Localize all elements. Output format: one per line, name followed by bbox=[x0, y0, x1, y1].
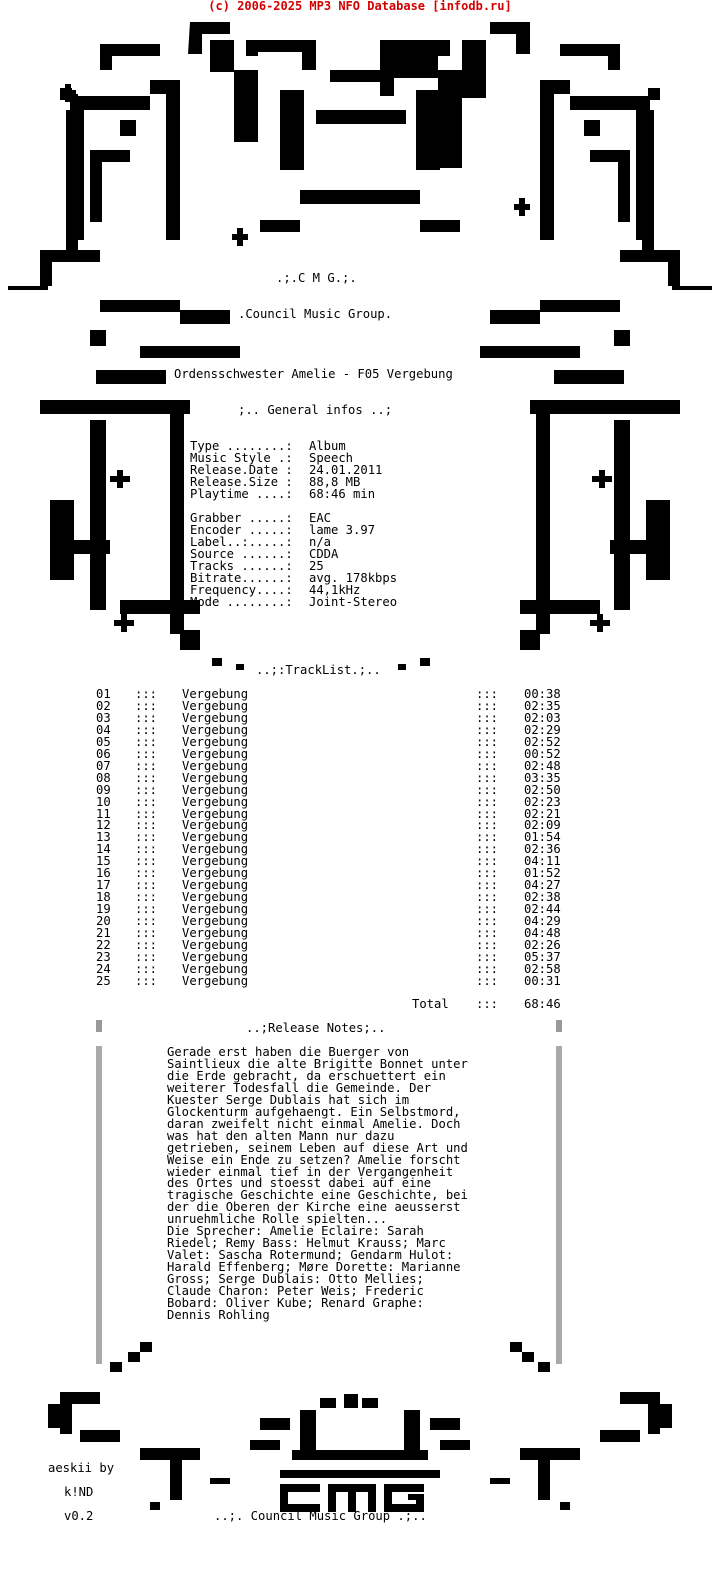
track-duration: 05:37 bbox=[524, 949, 561, 964]
track-number: 13 bbox=[96, 830, 111, 845]
info-label: Label..:.....: bbox=[190, 535, 293, 549]
track-separator: ::: bbox=[476, 902, 499, 917]
credit-line-1: aeskii by bbox=[48, 1461, 115, 1475]
track-separator: ::: bbox=[135, 770, 158, 785]
track-separator: ::: bbox=[135, 806, 158, 821]
release-notes-line: was hat den alten Mann nur dazu bbox=[167, 1128, 395, 1143]
group-short-name: .;.C M G.;. bbox=[276, 271, 357, 285]
track-duration: 02:09 bbox=[524, 818, 561, 833]
release-notes-line: getrieben, seinem Leben auf diese Art und bbox=[167, 1140, 468, 1155]
info-value: Joint-Stereo bbox=[309, 595, 398, 609]
track-separator: ::: bbox=[476, 890, 499, 905]
track-separator: ::: bbox=[476, 949, 499, 964]
release-notes-heading: ..;Release Notes;.. bbox=[246, 1021, 386, 1035]
track-duration: 00:52 bbox=[524, 746, 561, 761]
release-notes-line: Claude Charon: Peter Weis; Frederic bbox=[167, 1284, 424, 1298]
track-title: Vergebung bbox=[182, 890, 249, 905]
track-row bbox=[0, 975, 720, 987]
track-separator: ::: bbox=[476, 782, 499, 797]
info-label: Release.Size : bbox=[190, 475, 293, 489]
track-duration: 01:52 bbox=[524, 866, 561, 881]
track-title: Vergebung bbox=[182, 973, 249, 988]
info-value: 88,8 MB bbox=[309, 475, 361, 489]
track-number: 03 bbox=[96, 710, 111, 725]
track-title: Vergebung bbox=[182, 830, 249, 845]
track-separator: ::: bbox=[135, 878, 158, 893]
release-notes-line: Die Sprecher: Amelie Eclaire: Sarah bbox=[167, 1224, 424, 1239]
track-number: 07 bbox=[96, 758, 111, 773]
track-title: Vergebung bbox=[182, 818, 249, 833]
info-label: Frequency....: bbox=[190, 583, 293, 597]
track-separator: ::: bbox=[135, 842, 158, 857]
total-label: Total bbox=[412, 997, 449, 1011]
info-label: Type ........: bbox=[190, 439, 293, 453]
track-row bbox=[0, 748, 720, 760]
version-label: v0.2 bbox=[64, 1509, 94, 1523]
release-notes-line: wieder einmal tief in der Vergangenheit bbox=[167, 1164, 454, 1179]
info-label: Mode ........: bbox=[190, 595, 293, 609]
track-duration: 02:36 bbox=[524, 842, 561, 857]
track-number: 25 bbox=[96, 973, 111, 988]
track-separator: ::: bbox=[476, 746, 499, 761]
track-title: Vergebung bbox=[182, 782, 249, 797]
track-title: Vergebung bbox=[182, 722, 249, 737]
track-duration: 02:44 bbox=[524, 902, 561, 917]
track-row bbox=[0, 772, 720, 784]
track-title: Vergebung bbox=[182, 949, 249, 964]
track-title: Vergebung bbox=[182, 914, 249, 929]
release-title: Ordensschwester Amelie - F05 Vergebung bbox=[174, 367, 453, 381]
track-separator: ::: bbox=[135, 926, 158, 940]
track-duration: 04:11 bbox=[524, 854, 561, 869]
track-separator: ::: bbox=[476, 710, 499, 725]
track-number: 10 bbox=[96, 794, 111, 809]
track-duration: 03:35 bbox=[524, 770, 561, 785]
track-separator: ::: bbox=[135, 902, 158, 917]
info-label: Release.Date : bbox=[190, 463, 293, 477]
info-label: Music Style .: bbox=[190, 451, 293, 465]
release-notes-line: Saintlieux die alte Brigitte Bonnet unter bbox=[167, 1056, 468, 1071]
info-value: 44,1kHz bbox=[309, 583, 361, 597]
track-separator: ::: bbox=[135, 758, 158, 773]
track-separator: ::: bbox=[476, 842, 499, 857]
tracklist-heading: ..;:TrackList.;.. bbox=[256, 663, 381, 677]
track-title: Vergebung bbox=[182, 937, 249, 952]
track-duration: 04:27 bbox=[524, 878, 561, 893]
track-duration: 02:23 bbox=[524, 794, 561, 809]
release-notes-line: des Ortes und stoesst dabei auf eine bbox=[167, 1176, 432, 1191]
track-duration: 04:29 bbox=[524, 914, 561, 929]
track-title: Vergebung bbox=[182, 758, 249, 773]
track-number: 19 bbox=[96, 902, 111, 917]
general-infos-heading: ;.. General infos ..; bbox=[238, 403, 393, 417]
track-separator: ::: bbox=[135, 890, 158, 905]
track-title: Vergebung bbox=[182, 842, 249, 857]
track-separator: ::: bbox=[135, 830, 158, 845]
total-time: 68:46 bbox=[524, 997, 561, 1011]
track-title: Vergebung bbox=[182, 961, 249, 976]
credit-line-2: k!ND bbox=[64, 1485, 94, 1499]
track-duration: 02:26 bbox=[524, 937, 561, 952]
track-separator: ::: bbox=[135, 866, 158, 881]
track-separator: ::: bbox=[476, 687, 499, 701]
track-title: Vergebung bbox=[182, 794, 249, 809]
track-duration: 02:50 bbox=[524, 782, 561, 797]
track-number: 17 bbox=[96, 878, 111, 893]
info-value: Album bbox=[309, 439, 346, 453]
track-number: 16 bbox=[96, 866, 111, 881]
track-duration: 02:35 bbox=[524, 698, 561, 713]
track-number: 02 bbox=[96, 698, 111, 713]
track-duration: 02:21 bbox=[524, 806, 561, 821]
release-notes-line: daran zweifelt nicht einmal Amelie. Doch bbox=[167, 1116, 461, 1131]
track-separator: ::: bbox=[135, 818, 158, 833]
track-number: 11 bbox=[96, 806, 111, 821]
track-separator: ::: bbox=[135, 973, 158, 988]
info-row bbox=[190, 487, 376, 501]
track-separator: ::: bbox=[476, 866, 499, 881]
track-number: 05 bbox=[96, 734, 111, 749]
track-separator: ::: bbox=[476, 914, 499, 929]
group-full-name: .Council Music Group. bbox=[238, 307, 393, 321]
track-separator: ::: bbox=[476, 698, 499, 713]
track-duration: 02:03 bbox=[524, 710, 561, 725]
track-number: 22 bbox=[96, 937, 111, 952]
track-separator: ::: bbox=[135, 854, 158, 869]
track-number: 08 bbox=[96, 770, 111, 785]
info-value: EAC bbox=[309, 511, 332, 525]
info-value: Speech bbox=[309, 451, 354, 465]
track-separator: ::: bbox=[476, 722, 499, 737]
track-duration: 00:31 bbox=[524, 973, 561, 988]
copyright-line: (c) 2006-2025 MP3 NFO Database [infodb.ru] bbox=[208, 0, 512, 13]
release-notes-line: weiterer Todesfall die Gemeinde. Der bbox=[167, 1080, 432, 1095]
track-separator: ::: bbox=[135, 961, 158, 976]
release-notes-line: Dennis Rohling bbox=[167, 1307, 270, 1322]
info-label: Playtime ....: bbox=[190, 487, 293, 501]
track-separator: ::: bbox=[135, 710, 158, 725]
release-notes-line: Gross; Serge Dublais: Otto Mellies; bbox=[167, 1272, 424, 1287]
track-number: 12 bbox=[96, 818, 111, 833]
track-number: 18 bbox=[96, 890, 111, 905]
release-notes-line: unruehmliche Rolle spielten... bbox=[167, 1212, 388, 1227]
track-separator: ::: bbox=[476, 734, 499, 749]
info-value: avg. 178kbps bbox=[309, 571, 398, 585]
info-value: 68:46 min bbox=[309, 487, 376, 501]
info-value: lame 3.97 bbox=[309, 523, 376, 537]
track-number: 06 bbox=[96, 746, 111, 761]
track-number: 01 bbox=[96, 687, 111, 701]
track-duration: 00:38 bbox=[524, 687, 561, 701]
total-separator: ::: bbox=[476, 997, 499, 1011]
release-notes-line: Glockenturm aufgehaengt. Ein Selbstmord, bbox=[167, 1104, 461, 1119]
track-number: 09 bbox=[96, 782, 111, 797]
track-title: Vergebung bbox=[182, 878, 249, 893]
info-value: 24.01.2011 bbox=[309, 463, 383, 477]
track-number: 15 bbox=[96, 854, 111, 869]
release-notes-line: die Erde gebracht, da erschuettert ein bbox=[167, 1068, 446, 1083]
release-notes-line: tragische Geschichte eine Geschichte, bei bbox=[167, 1188, 468, 1203]
info-value: n/a bbox=[309, 535, 332, 549]
track-separator: ::: bbox=[135, 782, 158, 797]
track-title: Vergebung bbox=[182, 734, 249, 749]
release-notes-line: Riedel; Remy Bass: Helmut Krauss; Marc bbox=[167, 1236, 446, 1251]
track-number: 14 bbox=[96, 842, 111, 857]
track-separator: ::: bbox=[135, 698, 158, 713]
footer-group-line: ..;. Council Music Group .;.. bbox=[214, 1509, 427, 1523]
track-row bbox=[0, 760, 720, 772]
release-notes-line: Kuester Serge Dublais hat sich im bbox=[167, 1092, 410, 1107]
track-separator: ::: bbox=[476, 770, 499, 785]
track-number: 04 bbox=[96, 722, 111, 737]
info-row bbox=[190, 595, 398, 609]
track-separator: ::: bbox=[476, 758, 499, 773]
track-title: Vergebung bbox=[182, 710, 249, 725]
track-separator: ::: bbox=[476, 937, 499, 952]
track-title: Vergebung bbox=[182, 866, 249, 881]
track-separator: ::: bbox=[135, 949, 158, 964]
track-separator: ::: bbox=[476, 794, 499, 809]
track-separator: ::: bbox=[135, 914, 158, 929]
track-number: 20 bbox=[96, 914, 111, 929]
track-separator: ::: bbox=[135, 687, 158, 701]
track-separator: ::: bbox=[476, 926, 499, 940]
track-title: Vergebung bbox=[182, 687, 249, 701]
track-separator: ::: bbox=[476, 854, 499, 869]
info-label: Encoder .....: bbox=[190, 523, 293, 537]
track-separator: ::: bbox=[135, 937, 158, 952]
track-duration: 04:48 bbox=[524, 926, 561, 940]
release-notes-line: Gerade erst haben die Buerger von bbox=[167, 1045, 410, 1059]
track-title: Vergebung bbox=[182, 698, 249, 713]
track-separator: ::: bbox=[135, 746, 158, 761]
track-separator: ::: bbox=[476, 818, 499, 833]
track-separator: ::: bbox=[476, 973, 499, 988]
track-separator: ::: bbox=[135, 794, 158, 809]
track-duration: 02:29 bbox=[524, 722, 561, 737]
track-separator: ::: bbox=[476, 878, 499, 893]
track-number: 23 bbox=[96, 949, 111, 964]
release-notes-line: Weise ein Ende zu setzen? Amelie forscht bbox=[167, 1152, 461, 1167]
track-title: Vergebung bbox=[182, 854, 249, 869]
track-number: 21 bbox=[96, 926, 111, 940]
track-title: Vergebung bbox=[182, 902, 249, 917]
release-notes-line: Harald Effenberg; Møre Dorette: Marianne bbox=[167, 1260, 461, 1275]
info-value: CDDA bbox=[309, 547, 339, 561]
info-label: Source ......: bbox=[190, 547, 293, 561]
track-number: 24 bbox=[96, 961, 111, 976]
release-notes-line: der die Oberen der Kirche eine aeusserst bbox=[167, 1200, 461, 1215]
track-separator: ::: bbox=[476, 806, 499, 821]
track-title: Vergebung bbox=[182, 770, 249, 785]
track-duration: 01:54 bbox=[524, 830, 561, 845]
track-row bbox=[0, 784, 720, 796]
info-label: Tracks ......: bbox=[190, 559, 293, 573]
info-label: Bitrate......: bbox=[190, 571, 293, 585]
track-separator: ::: bbox=[135, 734, 158, 749]
track-row bbox=[0, 796, 720, 808]
track-title: Vergebung bbox=[182, 746, 249, 761]
track-separator: ::: bbox=[476, 830, 499, 845]
track-row bbox=[0, 736, 720, 748]
track-title: Vergebung bbox=[182, 926, 249, 940]
info-value: 25 bbox=[309, 559, 324, 573]
track-separator: ::: bbox=[135, 722, 158, 737]
release-notes-line: Valet: Sascha Rotermund; Gendarm Hulot: bbox=[167, 1248, 454, 1263]
info-label: Grabber .....: bbox=[190, 511, 293, 525]
release-notes-line: Bobard: Oliver Kube; Renard Graphe: bbox=[167, 1295, 424, 1310]
track-title: Vergebung bbox=[182, 806, 249, 821]
track-duration: 02:38 bbox=[524, 890, 561, 905]
track-separator: ::: bbox=[476, 961, 499, 976]
track-duration: 02:58 bbox=[524, 961, 561, 976]
track-duration: 02:48 bbox=[524, 758, 561, 773]
track-duration: 02:52 bbox=[524, 734, 561, 749]
